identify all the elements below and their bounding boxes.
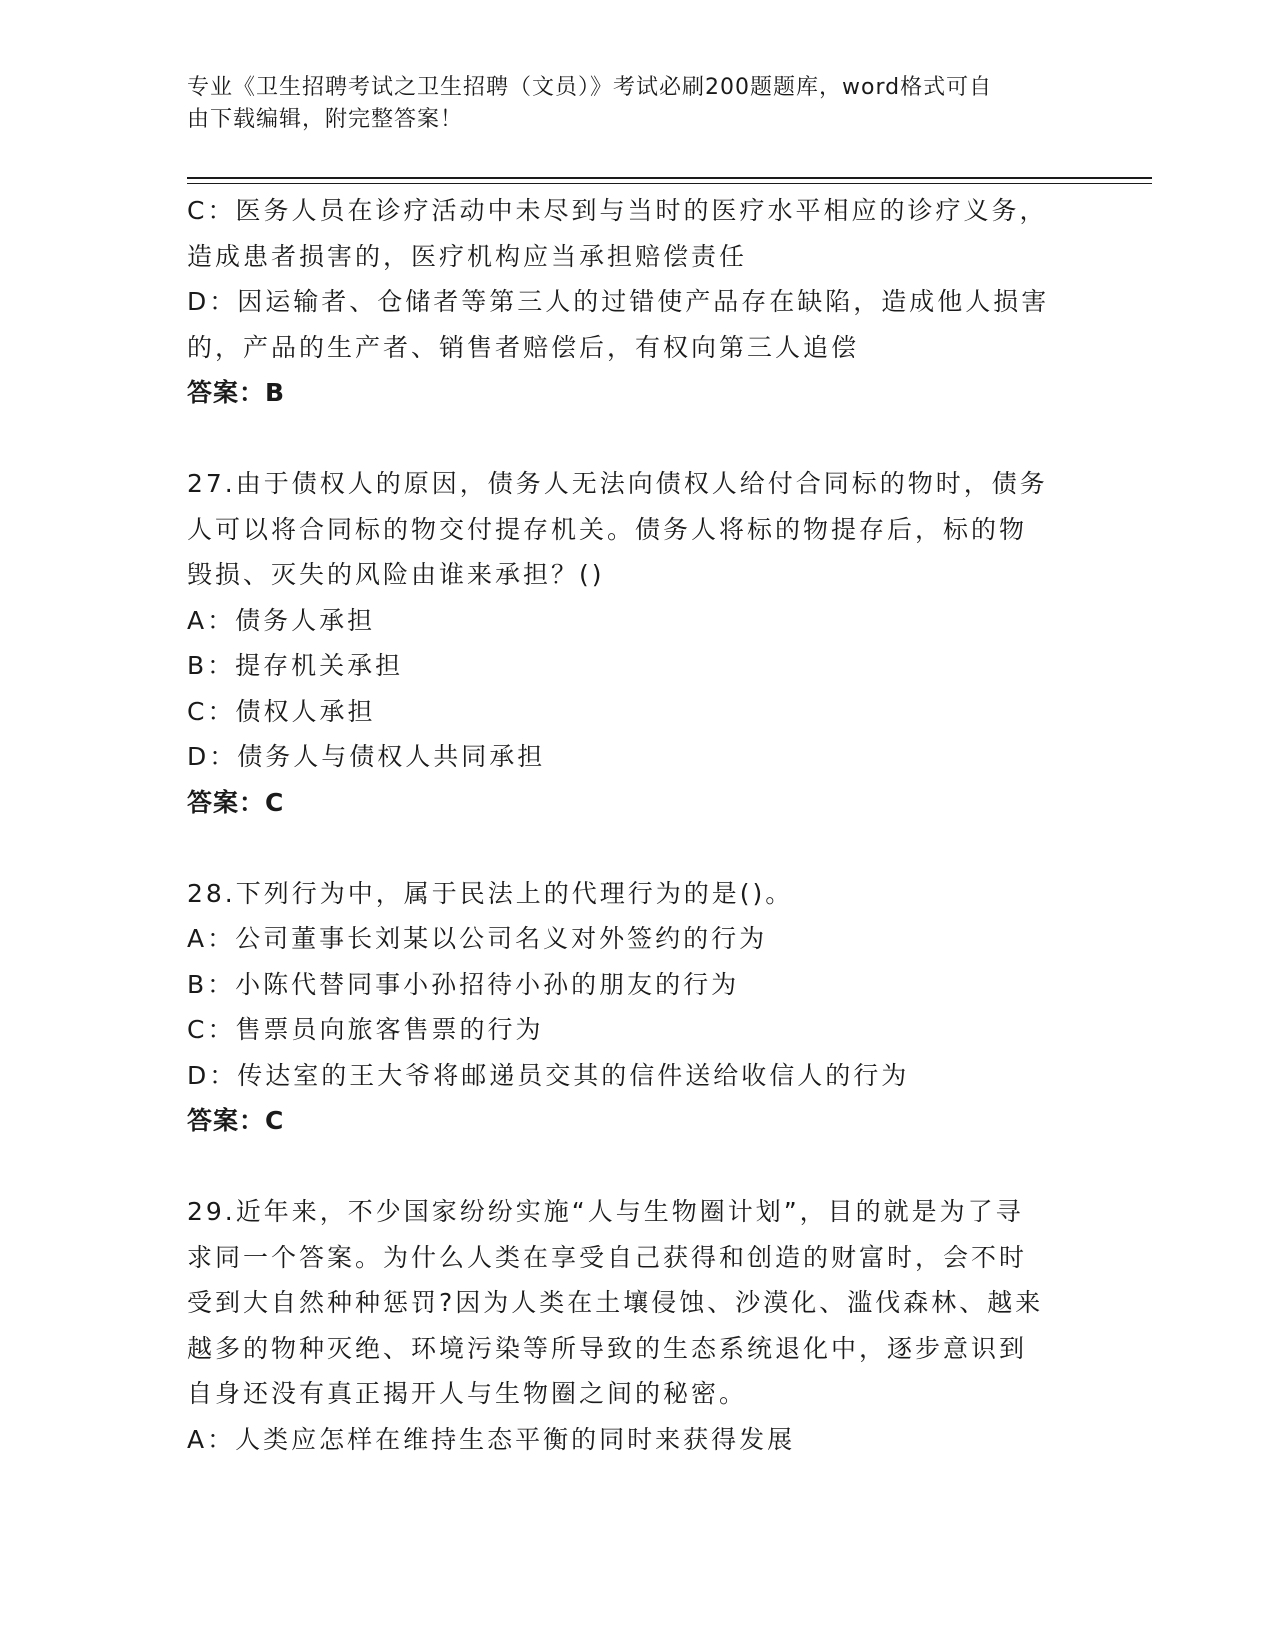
option-c-line-2: 造成患者损害的，医疗机构应当承担赔偿责任 (187, 241, 748, 271)
answer-line: 答案：B (187, 378, 286, 407)
option-a: A：人类应怎样在维持生态平衡的同时来获得发展 (187, 1424, 796, 1454)
question-stem-line: 越多的物种灭绝、环境污染等所导致的生态系统退化中，逐步意识到 (187, 1333, 1028, 1363)
question-28 (187, 871, 1067, 1144)
question-stem-line: 人可以将合同标的物交付提存机关。债务人将标的物提存后，标的物 (187, 514, 1028, 544)
header-divider-thin (187, 183, 1152, 184)
question-stem-line: 自身还没有真正揭开人与生物圈之间的秘密。 (187, 1379, 748, 1408)
option-c-line-1: C：医务人员在诊疗活动中未尽到与当时的医疗水平相应的诊疗义务， (187, 196, 1048, 225)
option-b: B：提存机关承担 (187, 651, 404, 680)
question-stem-line: 毁损、灭失的风险由谁来承担？() (187, 560, 605, 589)
header-divider-thick (187, 177, 1152, 179)
question-stem-line: 28.下列行为中，属于民法上的代理行为的是()。 (187, 878, 794, 908)
option-d: D：债务人与债权人共同承担 (187, 742, 546, 771)
option-d-line-1: D：因运输者、仓储者等第三人的过错使产品存在缺陷，造成他人损害 (187, 287, 1050, 316)
spacer (187, 825, 1067, 871)
spacer (187, 416, 1067, 462)
answer-line: 答案：C (187, 787, 285, 817)
option-c: C：债权人承担 (187, 696, 376, 726)
header-line-1: 专业《卫生招聘考试之卫生招聘（文员）》考试必刷200题题库，word格式可自 (187, 75, 993, 100)
option-b: B：小陈代替同事小孙招待小孙的朋友的行为 (187, 969, 740, 999)
question-stem-line: 求同一个答案。为什么人类在享受自己获得和创造的财富时，会不时 (187, 1242, 1028, 1272)
option-d-line-2: 的，产品的生产者、销售者赔偿后，有权向第三人追偿 (187, 332, 860, 362)
option-d: D：传达室的王大爷将邮递员交其的信件送给收信人的行为 (187, 1060, 910, 1090)
document-body (187, 188, 1067, 1462)
question-26-tail (187, 188, 1067, 416)
document-header (187, 72, 1067, 136)
spacer (187, 1144, 1067, 1190)
option-a: A：公司董事长刘某以公司名义对外签约的行为 (187, 924, 768, 953)
option-c: C：售票员向旅客售票的行为 (187, 1015, 544, 1044)
question-stem-line: 29.近年来，不少国家纷纷实施“人与生物圈计划”，目的就是为了寻 (187, 1197, 1024, 1226)
header-line-2: 由下载编辑，附完整答案！ (187, 107, 464, 132)
question-29 (187, 1189, 1067, 1462)
answer-line: 答案：C (187, 1106, 285, 1135)
question-stem-line: 受到大自然种种惩罚?因为人类在土壤侵蚀、沙漠化、滥伐森林、越来 (187, 1288, 1044, 1317)
question-stem-line: 27.由于债权人的原因，债务人无法向债权人给付合同标的物时，债务 (187, 469, 1048, 498)
option-a: A：债务人承担 (187, 605, 376, 635)
question-27 (187, 461, 1067, 825)
